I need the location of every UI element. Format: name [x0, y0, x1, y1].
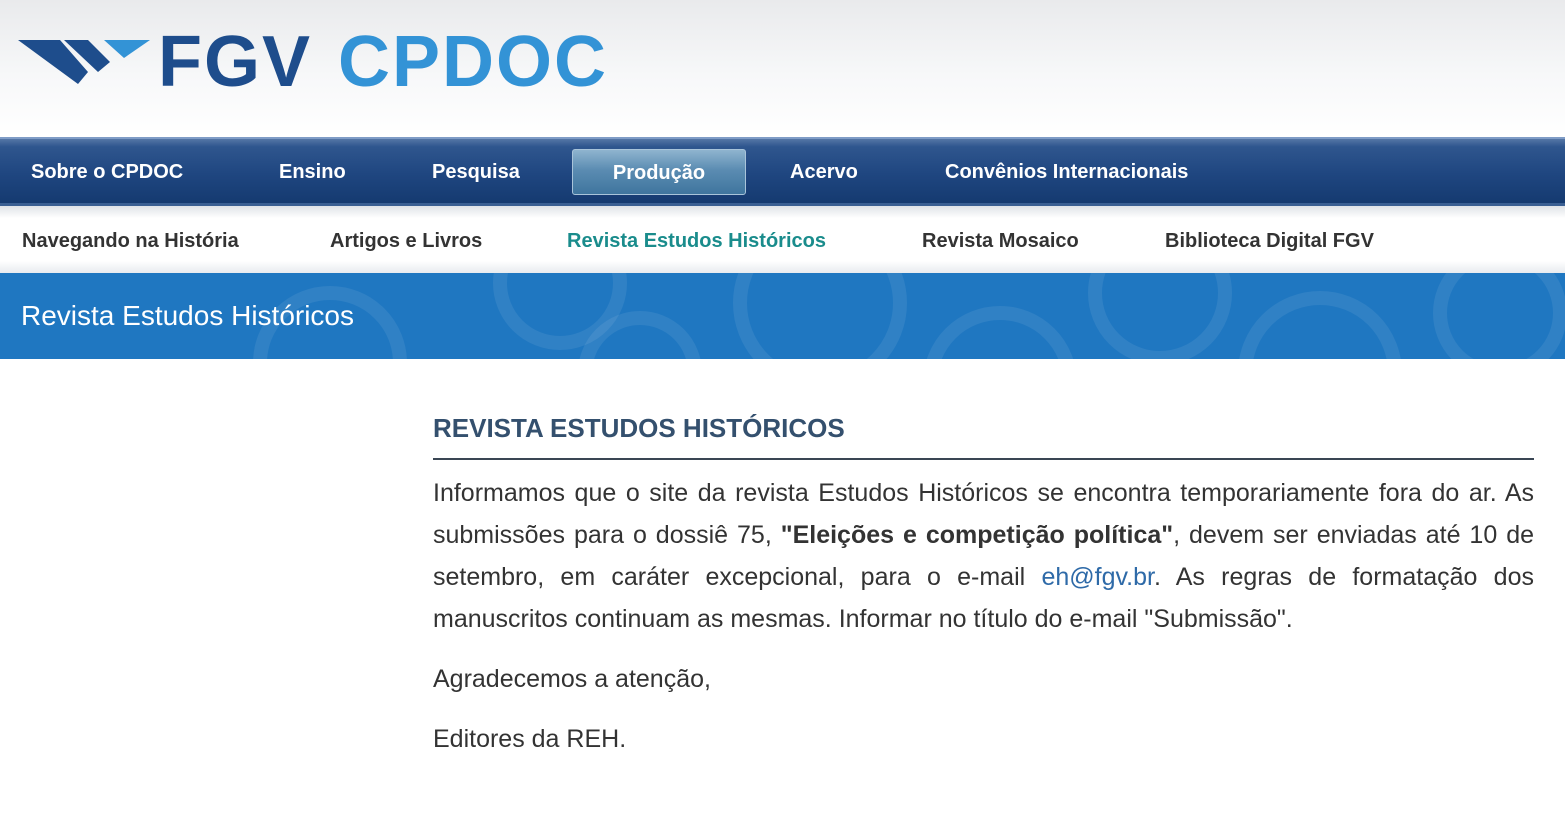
nav-producao[interactable]: Produção [572, 149, 746, 195]
secondary-nav [0, 203, 1565, 273]
subnav-artigos-e-livros[interactable]: Artigos e Livros [330, 230, 483, 252]
thanks-paragraph: Agradecemos a atenção, [433, 665, 711, 693]
notice-dossier-title: "Eleições e competição política" [780, 521, 1174, 549]
primary-nav [0, 137, 1565, 203]
notice-text-part1: Informamos que o site da revista Estudos Históricos se encontra temporariamente fora do ar. As submissões para o dossiê 75, [433, 479, 1534, 549]
fgv-chevron-icon [18, 32, 150, 92]
main-content [433, 405, 1534, 760]
nav-convenios-internacionais[interactable]: Convênios Internacionais [945, 161, 1189, 183]
page-title: Revista Estudos Históricos [21, 300, 355, 331]
nav-sobre-o-cpdoc[interactable]: Sobre o CPDOC [31, 161, 184, 183]
site-header [0, 0, 1565, 137]
nav-ensino[interactable]: Ensino [279, 161, 346, 183]
page-banner [0, 273, 1565, 359]
subnav-biblioteca-digital-fgv[interactable]: Biblioteca Digital FGV [1165, 230, 1374, 252]
notice-paragraph [433, 472, 1534, 640]
notice-text-part3: . As regras de formatação dos manuscritos continuam as mesmas. Informar no título do e-mail "Submissão". [433, 563, 1534, 633]
subnav-revista-mosaico[interactable]: Revista Mosaico [922, 230, 1079, 252]
nav-pesquisa[interactable]: Pesquisa [432, 161, 520, 183]
logo-cpdoc-text: CPDOC [338, 22, 609, 102]
notice-text-part2: , devem ser enviadas até 10 de setembro, em caráter excepcional, para o e-mail [433, 521, 1534, 591]
fgv-cpdoc-logo[interactable] [18, 22, 609, 102]
content-heading: REVISTA ESTUDOS HISTÓRICOS [433, 405, 1534, 460]
subnav-revista-estudos-historicos[interactable]: Revista Estudos Históricos [567, 230, 826, 252]
signature-paragraph: Editores da REH. [433, 725, 627, 753]
email-link[interactable]: eh@fgv.br [1041, 563, 1154, 591]
nav-acervo[interactable]: Acervo [790, 161, 858, 183]
logo-fgv-text: FGV [158, 22, 313, 102]
subnav-navegando-na-historia[interactable]: Navegando na História [22, 230, 239, 252]
